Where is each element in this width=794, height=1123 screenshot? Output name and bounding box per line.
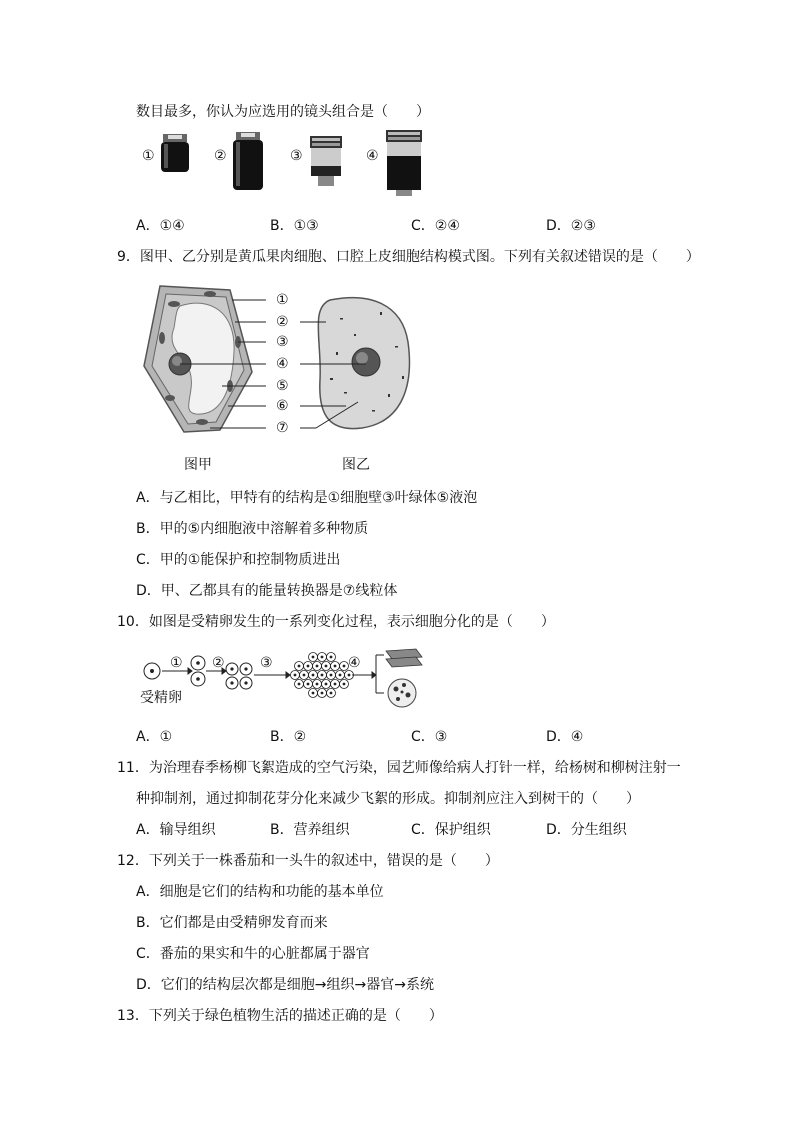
cluster-cell-nucleus bbox=[298, 683, 300, 685]
cluster-cell-nucleus bbox=[325, 683, 327, 685]
cluster-cell-nucleus bbox=[303, 674, 305, 676]
lens-label-4: ④ bbox=[366, 148, 379, 164]
eyepiece-lens-long-icon bbox=[384, 130, 424, 196]
q12-option-c[interactable]: C．番茄的果实和牛的心脏都属于器官 bbox=[136, 946, 370, 962]
q12-option-a[interactable]: A．细胞是它们的结构和功能的基本单位 bbox=[136, 884, 384, 900]
q11-option-c[interactable]: C．保护组织 bbox=[411, 822, 491, 838]
figure-caption-jia: 图甲 bbox=[184, 457, 212, 473]
cell-label-2: ② bbox=[276, 314, 289, 330]
cluster-cell-nucleus bbox=[321, 674, 323, 676]
cell-label-6: ⑥ bbox=[276, 398, 289, 414]
cluster-cell-nucleus bbox=[298, 665, 300, 667]
q8-option-a[interactable]: A．①④ bbox=[136, 218, 185, 234]
cluster-cell-nucleus bbox=[312, 692, 314, 694]
cluster-cell-nucleus bbox=[325, 665, 327, 667]
cluster-cell-nucleus bbox=[334, 665, 336, 667]
division-step-3: ③ bbox=[260, 655, 273, 671]
q8-lens-figure bbox=[140, 130, 440, 200]
q12-option-d[interactable]: D．它们的结构层次都是细胞→组织→器官→系统 bbox=[136, 977, 434, 993]
objective-lens-short-icon bbox=[160, 134, 190, 178]
cluster-cell-nucleus bbox=[294, 674, 296, 676]
eyepiece-lens-short-icon bbox=[308, 136, 344, 188]
cluster-cell-nucleus bbox=[321, 692, 323, 694]
q10-option-d[interactable]: D．④ bbox=[546, 729, 584, 745]
cluster-cell-nucleus bbox=[330, 656, 332, 658]
division-step-2: ② bbox=[212, 655, 225, 671]
cluster-cell-nucleus bbox=[339, 674, 341, 676]
q8-option-d[interactable]: D．②③ bbox=[546, 218, 596, 234]
lens-label-2: ② bbox=[214, 148, 227, 164]
q12-stem: 12．下列关于一株番茄和一头牛的叙述中，错误的是（ ） bbox=[117, 853, 499, 869]
cell-label-3: ③ bbox=[276, 334, 289, 350]
q11-option-d[interactable]: D．分生组织 bbox=[546, 822, 627, 838]
objective-lens-long-icon bbox=[232, 132, 264, 192]
lens-label-3: ③ bbox=[290, 148, 303, 164]
cell-label-5: ⑤ bbox=[276, 378, 289, 394]
q11-option-b[interactable]: B．营养组织 bbox=[270, 822, 350, 838]
cell-division-figure bbox=[140, 645, 430, 711]
division-step-1: ① bbox=[170, 655, 183, 671]
cluster-cell-nucleus bbox=[316, 683, 318, 685]
cell-label-1: ① bbox=[276, 292, 289, 308]
q9-option-a[interactable]: A．与乙相比，甲特有的结构是①细胞壁③叶绿体⑤液泡 bbox=[136, 490, 478, 506]
cluster-cell-nucleus bbox=[307, 665, 309, 667]
cluster-cell-nucleus bbox=[316, 665, 318, 667]
q9-option-d[interactable]: D．甲、乙都具有的能量转换器是⑦线粒体 bbox=[136, 583, 398, 599]
q10-division-diagram bbox=[140, 645, 430, 711]
q8-stem-tail: 数目最多，你认为应选用的镜头组合是（ ） bbox=[136, 104, 430, 120]
cluster-cell-nucleus bbox=[334, 683, 336, 685]
q10-option-a[interactable]: A．① bbox=[136, 729, 173, 745]
cluster-cell-nucleus bbox=[312, 656, 314, 658]
cluster-cell-nucleus bbox=[343, 665, 345, 667]
q9-cell-diagram bbox=[140, 282, 430, 472]
cell-label-4: ④ bbox=[276, 356, 289, 372]
division-step-4: ④ bbox=[348, 655, 361, 671]
q9-option-c[interactable]: C．甲的①能保护和控制物质进出 bbox=[136, 552, 341, 568]
q8-option-b[interactable]: B．①③ bbox=[270, 218, 319, 234]
zygote-label: 受精卵 bbox=[140, 690, 182, 706]
q8-option-c[interactable]: C．②④ bbox=[411, 218, 460, 234]
cluster-cell-nucleus bbox=[321, 656, 323, 658]
q10-stem: 10．如图是受精卵发生的一系列变化过程，表示细胞分化的是（ ） bbox=[117, 614, 555, 630]
q12-option-b[interactable]: B．它们都是由受精卵发育而来 bbox=[136, 915, 328, 931]
cluster-cell-nucleus bbox=[330, 674, 332, 676]
q11-stem-line1: 11．为治理春季杨柳飞絮造成的空气污染，园艺师像给病人打针一样，给杨树和柳树注射一 bbox=[117, 760, 681, 776]
q11-stem-line2: 种抑制剂，通过抑制花芽分化来减少飞絮的形成。抑制剂应注入到树干的（ ） bbox=[136, 791, 640, 807]
q11-option-a[interactable]: A．输导组织 bbox=[136, 822, 216, 838]
q13-stem: 13．下列关于绿色植物生活的描述正确的是（ ） bbox=[117, 1008, 443, 1024]
figure-caption-yi: 图乙 bbox=[342, 457, 370, 473]
lens-label-1: ① bbox=[142, 148, 155, 164]
cluster-cell-nucleus bbox=[312, 674, 314, 676]
q10-option-c[interactable]: C．③ bbox=[411, 729, 448, 745]
cluster-cell-nucleus bbox=[343, 683, 345, 685]
cell-label-7: ⑦ bbox=[276, 420, 289, 436]
q10-option-b[interactable]: B．② bbox=[270, 729, 307, 745]
cluster-cell-nucleus bbox=[330, 692, 332, 694]
cluster-cell-nucleus bbox=[307, 683, 309, 685]
q9-stem: 9．图甲、乙分别是黄瓜果肉细胞、口腔上皮细胞结构模式图。下列有关叙述错误的是（ ） bbox=[117, 249, 700, 265]
q9-option-b[interactable]: B．甲的⑤内细胞液中溶解着多种物质 bbox=[136, 521, 369, 537]
cluster-cell-nucleus bbox=[348, 674, 350, 676]
